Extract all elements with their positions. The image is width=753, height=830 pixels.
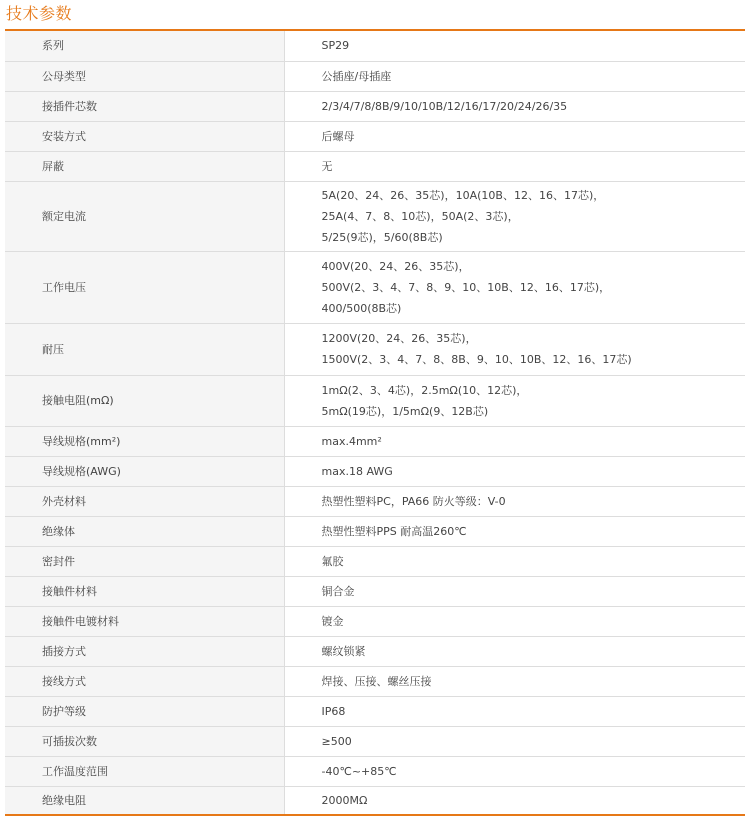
spec-label: 安装方式	[5, 121, 284, 151]
spec-value	[284, 606, 745, 636]
spec-value-line: max.4mm²	[321, 434, 382, 448]
spec-value	[284, 61, 745, 91]
spec-label: 导线规格(mm²)	[5, 426, 284, 456]
spec-value-line: IP68	[321, 704, 346, 718]
spec-row	[5, 606, 745, 636]
spec-value	[284, 91, 745, 121]
spec-value-line: 公插座/母插座	[321, 69, 392, 83]
spec-value-line: 热塑性塑料PC，PA66 防火等级：V-0	[321, 494, 506, 508]
spec-row	[5, 756, 745, 786]
spec-value-line: SP29	[321, 39, 350, 53]
spec-row	[5, 666, 745, 696]
spec-row	[5, 251, 745, 323]
spec-value-line: 1500V(2、3、4、7、8、8B、9、10、10B、12、16、17芯)	[321, 353, 632, 366]
spec-label: 接插件芯数	[5, 91, 284, 121]
spec-value-line: ≥500	[321, 734, 352, 748]
spec-row	[5, 546, 745, 576]
spec-value	[284, 786, 745, 815]
spec-label: 工作电压	[5, 251, 284, 323]
spec-value	[284, 426, 745, 456]
spec-row	[5, 426, 745, 456]
spec-label: 额定电流	[5, 181, 284, 251]
spec-label: 工作温度范围	[5, 756, 284, 786]
spec-value	[284, 181, 745, 251]
spec-value-line: max.18 AWG	[321, 464, 393, 478]
spec-value-line: 铜合金	[321, 584, 355, 598]
spec-value-line: 5mΩ(19芯)，1/5mΩ(9、12B芯)	[321, 404, 489, 418]
spec-value	[284, 456, 745, 486]
spec-label: 接触件材料	[5, 576, 284, 606]
spec-value-line: 2000MΩ	[321, 793, 368, 807]
spec-value-line: 螺纹锁紧	[321, 644, 366, 658]
spec-row	[5, 31, 745, 61]
spec-value	[284, 756, 745, 786]
spec-value	[284, 636, 745, 666]
spec-value	[284, 375, 745, 426]
spec-value	[284, 666, 745, 696]
spec-value-line: 2/3/4/7/8/8B/9/10/10B/12/16/17/20/24/26/35	[321, 99, 568, 113]
spec-row	[5, 636, 745, 666]
spec-row	[5, 91, 745, 121]
spec-row	[5, 486, 745, 516]
spec-label: 绝缘电阻	[5, 786, 284, 815]
spec-value-line: 1200V(20、24、26、35芯)，	[321, 332, 477, 345]
spec-value-line: 500V(2、3、4、7、8、9、10、10B、12、16、17芯)，	[321, 280, 611, 294]
spec-label: 绝缘体	[5, 516, 284, 546]
spec-value-line: 400/500(8B芯)	[321, 301, 402, 315]
spec-value	[284, 486, 745, 516]
spec-row	[5, 323, 745, 375]
spec-value-line: 400V(20、24、26、35芯)，	[321, 259, 470, 273]
spec-value-line: 热塑性塑料PPS 耐高温260℃	[321, 524, 467, 538]
spec-row	[5, 576, 745, 606]
spec-row	[5, 151, 745, 181]
spec-value-line: 氟胶	[321, 554, 344, 568]
spec-row	[5, 121, 745, 151]
spec-label: 接触电阻(mΩ)	[5, 375, 284, 426]
spec-row	[5, 456, 745, 486]
spec-label: 可插拔次数	[5, 726, 284, 756]
spec-value-line: 焊接、压接、螺丝压接	[321, 674, 432, 688]
spec-value-line: 无	[321, 159, 333, 173]
spec-row	[5, 726, 745, 756]
spec-value	[284, 31, 745, 61]
spec-label: 外壳材料	[5, 486, 284, 516]
spec-value	[284, 546, 745, 576]
spec-value-line: 5A(20、24、26、35芯)，10A(10B、12、16、17芯)，	[321, 188, 605, 202]
spec-value-line: -40℃~+85℃	[321, 764, 397, 778]
spec-value-line: 5/25(9芯)，5/60(8B芯)	[321, 230, 443, 244]
spec-label: 接线方式	[5, 666, 284, 696]
spec-value	[284, 696, 745, 726]
spec-label: 公母类型	[5, 61, 284, 91]
spec-label: 接触件电镀材料	[5, 606, 284, 636]
spec-label: 导线规格(AWG)	[5, 456, 284, 486]
spec-value	[284, 516, 745, 546]
spec-value	[284, 151, 745, 181]
spec-label: 耐压	[5, 323, 284, 375]
spec-row	[5, 516, 745, 546]
spec-label: 系列	[5, 31, 284, 61]
spec-label: 防护等级	[5, 696, 284, 726]
spec-row	[5, 375, 745, 426]
spec-value	[284, 323, 745, 375]
spec-value	[284, 121, 745, 151]
spec-value	[284, 251, 745, 323]
section-title: 技术参数	[6, 4, 73, 23]
spec-row	[5, 61, 745, 91]
spec-value-line: 镀金	[321, 614, 344, 628]
spec-value-line: 25A(4、7、8、10芯)，50A(2、3芯)，	[321, 209, 519, 223]
spec-row	[5, 696, 745, 726]
spec-table	[5, 31, 745, 816]
spec-label: 插接方式	[5, 636, 284, 666]
spec-value-line: 后螺母	[321, 129, 355, 143]
spec-label: 密封件	[5, 546, 284, 576]
spec-table-body	[5, 31, 745, 815]
spec-value	[284, 726, 745, 756]
spec-value-line: 1mΩ(2、3、4芯)，2.5mΩ(10、12芯)，	[321, 383, 528, 397]
spec-row	[5, 786, 745, 815]
spec-label: 屏蔽	[5, 151, 284, 181]
spec-row	[5, 181, 745, 251]
spec-value	[284, 576, 745, 606]
